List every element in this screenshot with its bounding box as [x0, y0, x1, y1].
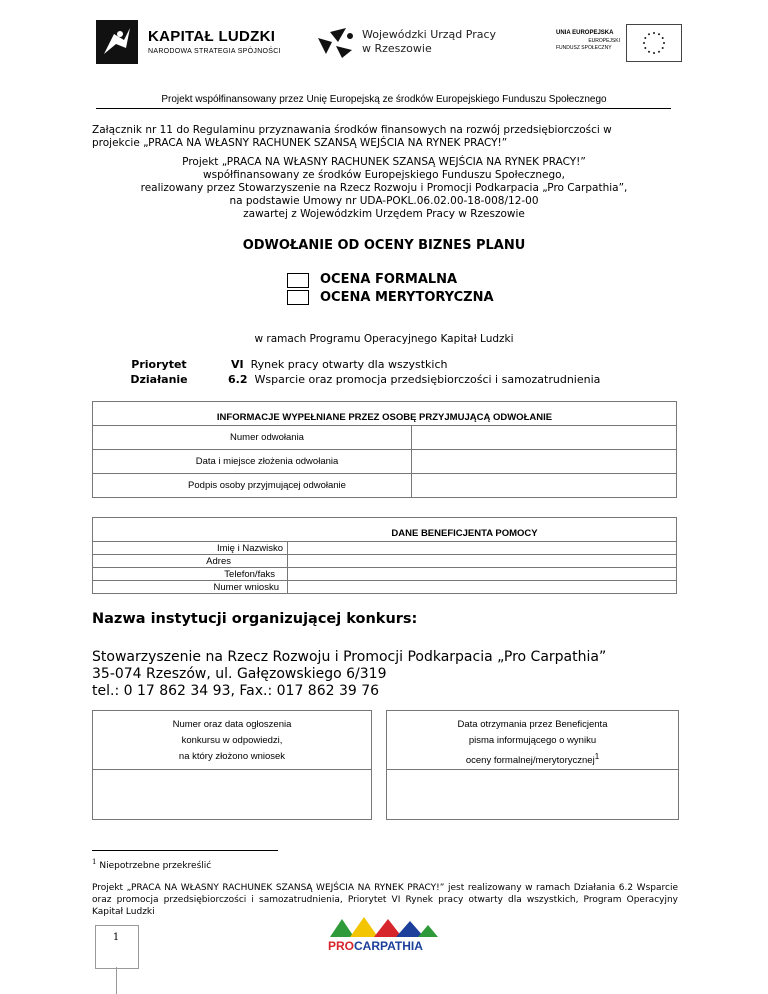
table-gap [372, 770, 387, 820]
priorytet-value [231, 358, 447, 371]
procarpathia-name: CARPATHIA [354, 939, 423, 953]
checkbox-merit-label: OCENA MERYTORYCZNA [320, 290, 494, 305]
beneficiary-row-label: Telefon/faks [93, 568, 288, 581]
announcement-header-line: Numer oraz data ogłoszenia [172, 719, 292, 730]
eu-flag-icon [626, 24, 682, 62]
beneficiary-row-value[interactable] [288, 581, 677, 594]
document-title: ODWOŁANIE OD OCENY BIZNES PLANU [242, 238, 526, 253]
beneficiary-row-value[interactable] [288, 542, 677, 555]
cofinancing-note: Projekt współfinansowany przez Unię Europejską ze środków Europejskiego Funduszu Społecznego [161, 94, 607, 105]
footnote-ref: 1 [594, 752, 600, 761]
receiver-row-value[interactable] [412, 426, 677, 450]
attachment-text [92, 124, 682, 150]
page-number: 1 [112, 932, 120, 943]
receiver-row-label: Data i miejsce złożenia odwołania [93, 450, 412, 474]
program-line: w ramach Programu Operacyjnego Kapitał Ludzki [254, 333, 514, 345]
announcement-header-line: na który złożono wniosek [178, 751, 286, 762]
dzialanie-code: 6.2 [228, 373, 248, 386]
beneficiary-row-value[interactable] [288, 568, 677, 581]
logo-bar [0, 0, 768, 90]
institution-title: Nazwa instytucji organizującej konkurs: [92, 611, 418, 627]
footer-text: Projekt „PRACA NA WŁASNY RACHUNEK SZANSĄ WEJŚCIA NA RYNEK PRACY!” jest realizowany w ramach Działania 6.2 Wsparcie oraz promocja przedsiębiorczości i samozatrudnienia, Priorytet VI Rynek pracy otwarty dla wszystkich, Program Operacyjny Kapitał Ludzki [92, 883, 678, 917]
dzialanie-value [228, 373, 600, 386]
project-info-line: na podstawie Umowy nr UDA-POKL.06.02.00-18-008/12-00 [229, 195, 539, 207]
kapital-ludzki-subtitle: NARODOWA STRATEGIA SPÓJNOŚCI [148, 48, 281, 55]
beneficiary-row-label: Adres [93, 555, 288, 568]
beneficiary-row-value[interactable] [288, 555, 677, 568]
footnote-text: Niepotrzebne przekreślić [99, 861, 212, 871]
priorytet-label: Priorytet [131, 358, 187, 371]
project-info [0, 156, 768, 221]
receipt-header [387, 711, 679, 770]
dzialanie-label: Działanie [130, 373, 188, 386]
project-info-line: Projekt „PRACA NA WŁASNY RACHUNEK SZANSĄ WEJŚCIA NA RYNEK PRACY!” [182, 156, 586, 168]
receipt-value[interactable] [387, 770, 679, 820]
checkbox-merit[interactable] [287, 290, 309, 305]
institution-address: 35-074 Rzeszów, ul. Gałęzowskiego 6/319 [92, 666, 387, 682]
kapital-ludzki-logo-icon [96, 20, 138, 64]
checkbox-formal-label: OCENA FORMALNA [320, 272, 458, 287]
attachment-line-2: projekcie „PRACA NA WŁASNY RACHUNEK SZANSĄ WEJŚCIA NA RYNEK PRACY!” [92, 137, 508, 149]
wup-logo-icon [316, 24, 356, 60]
procarpathia-pro: PRO [328, 939, 355, 953]
checkbox-formal[interactable] [287, 273, 309, 288]
receiver-row-label: Numer odwołania [93, 426, 412, 450]
institution-phone: tel.: 0 17 862 34 93, Fax.: 017 862 39 76 [92, 683, 380, 699]
eu-label-1: UNIA EUROPEJSKA [556, 30, 614, 36]
eu-label-2: EUROPEJSKI [588, 38, 620, 44]
beneficiary-row-label: Imię i Nazwisko [93, 542, 288, 555]
priorytet-text: Rynek pracy otwarty dla wszystkich [250, 358, 448, 371]
receipt-header-line: pisma informującego o wyniku [468, 735, 597, 746]
announcement-header [93, 711, 372, 770]
table-gap [372, 711, 387, 770]
header-divider [96, 108, 671, 109]
page-number-tail [116, 967, 117, 994]
kapital-ludzki-title: KAPITAŁ LUDZKI [148, 28, 276, 45]
dzialanie-text: Wsparcie oraz promocja przedsiębiorczości i samozatrudnienia [254, 373, 601, 386]
project-info-line: współfinansowany ze środków Europejskiego Funduszu Społecznego, [203, 169, 565, 181]
receipt-header-line [387, 749, 678, 769]
beneficiary-row-label: Numer wniosku [93, 581, 288, 594]
receiver-row-value[interactable] [412, 474, 677, 498]
footnote [92, 858, 211, 871]
receiver-row-label: Podpis osoby przyjmującej odwołanie [93, 474, 412, 498]
procarpathia-wordmark [328, 939, 423, 953]
announcement-value[interactable] [93, 770, 372, 820]
dates-table [92, 710, 679, 820]
attachment-line-1: Załącznik nr 11 do Regulaminu przyznawania środków finansowych na rozwój przedsiębiorczości w [92, 124, 612, 136]
beneficiary-table-header: DANE BENEFICJENTA POMOCY [93, 518, 677, 542]
receiver-table-header: INFORMACJE WYPEŁNIANE PRZEZ OSOBĘ PRZYJMUJĄCĄ ODWOŁANIE [93, 402, 677, 426]
receiver-info-table [92, 401, 677, 498]
wup-name-line2: w Rzeszowie [362, 42, 432, 55]
eu-label-3: FUNDUSZ SPOŁECZNY [556, 45, 612, 51]
receipt-header-line: Data otrzymania przez Beneficjenta [457, 719, 608, 730]
project-info-line: zawartej z Wojewódzkim Urzędem Pracy w Rzeszowie [243, 208, 525, 220]
beneficiary-table [92, 517, 677, 594]
receiver-row-value[interactable] [412, 450, 677, 474]
receipt-header-text: oceny formalnej/merytorycznej [465, 755, 595, 767]
project-info-line: realizowany przez Stowarzyszenie na Rzecz Rozwoju i Promocji Podkarpacia „Pro Carpathia”, [140, 182, 628, 194]
announcement-header-line: konkursu w odpowiedzi, [181, 735, 283, 746]
priorytet-code: VI [231, 358, 244, 371]
institution-name: Stowarzyszenie na Rzecz Rozwoju i Promocji Podkarpacia „Pro Carpathia” [92, 649, 607, 665]
wup-name-line1: Wojewódzki Urząd Pracy [362, 28, 497, 41]
footnote-divider [92, 850, 278, 851]
footnote-number: 1 [92, 858, 97, 866]
